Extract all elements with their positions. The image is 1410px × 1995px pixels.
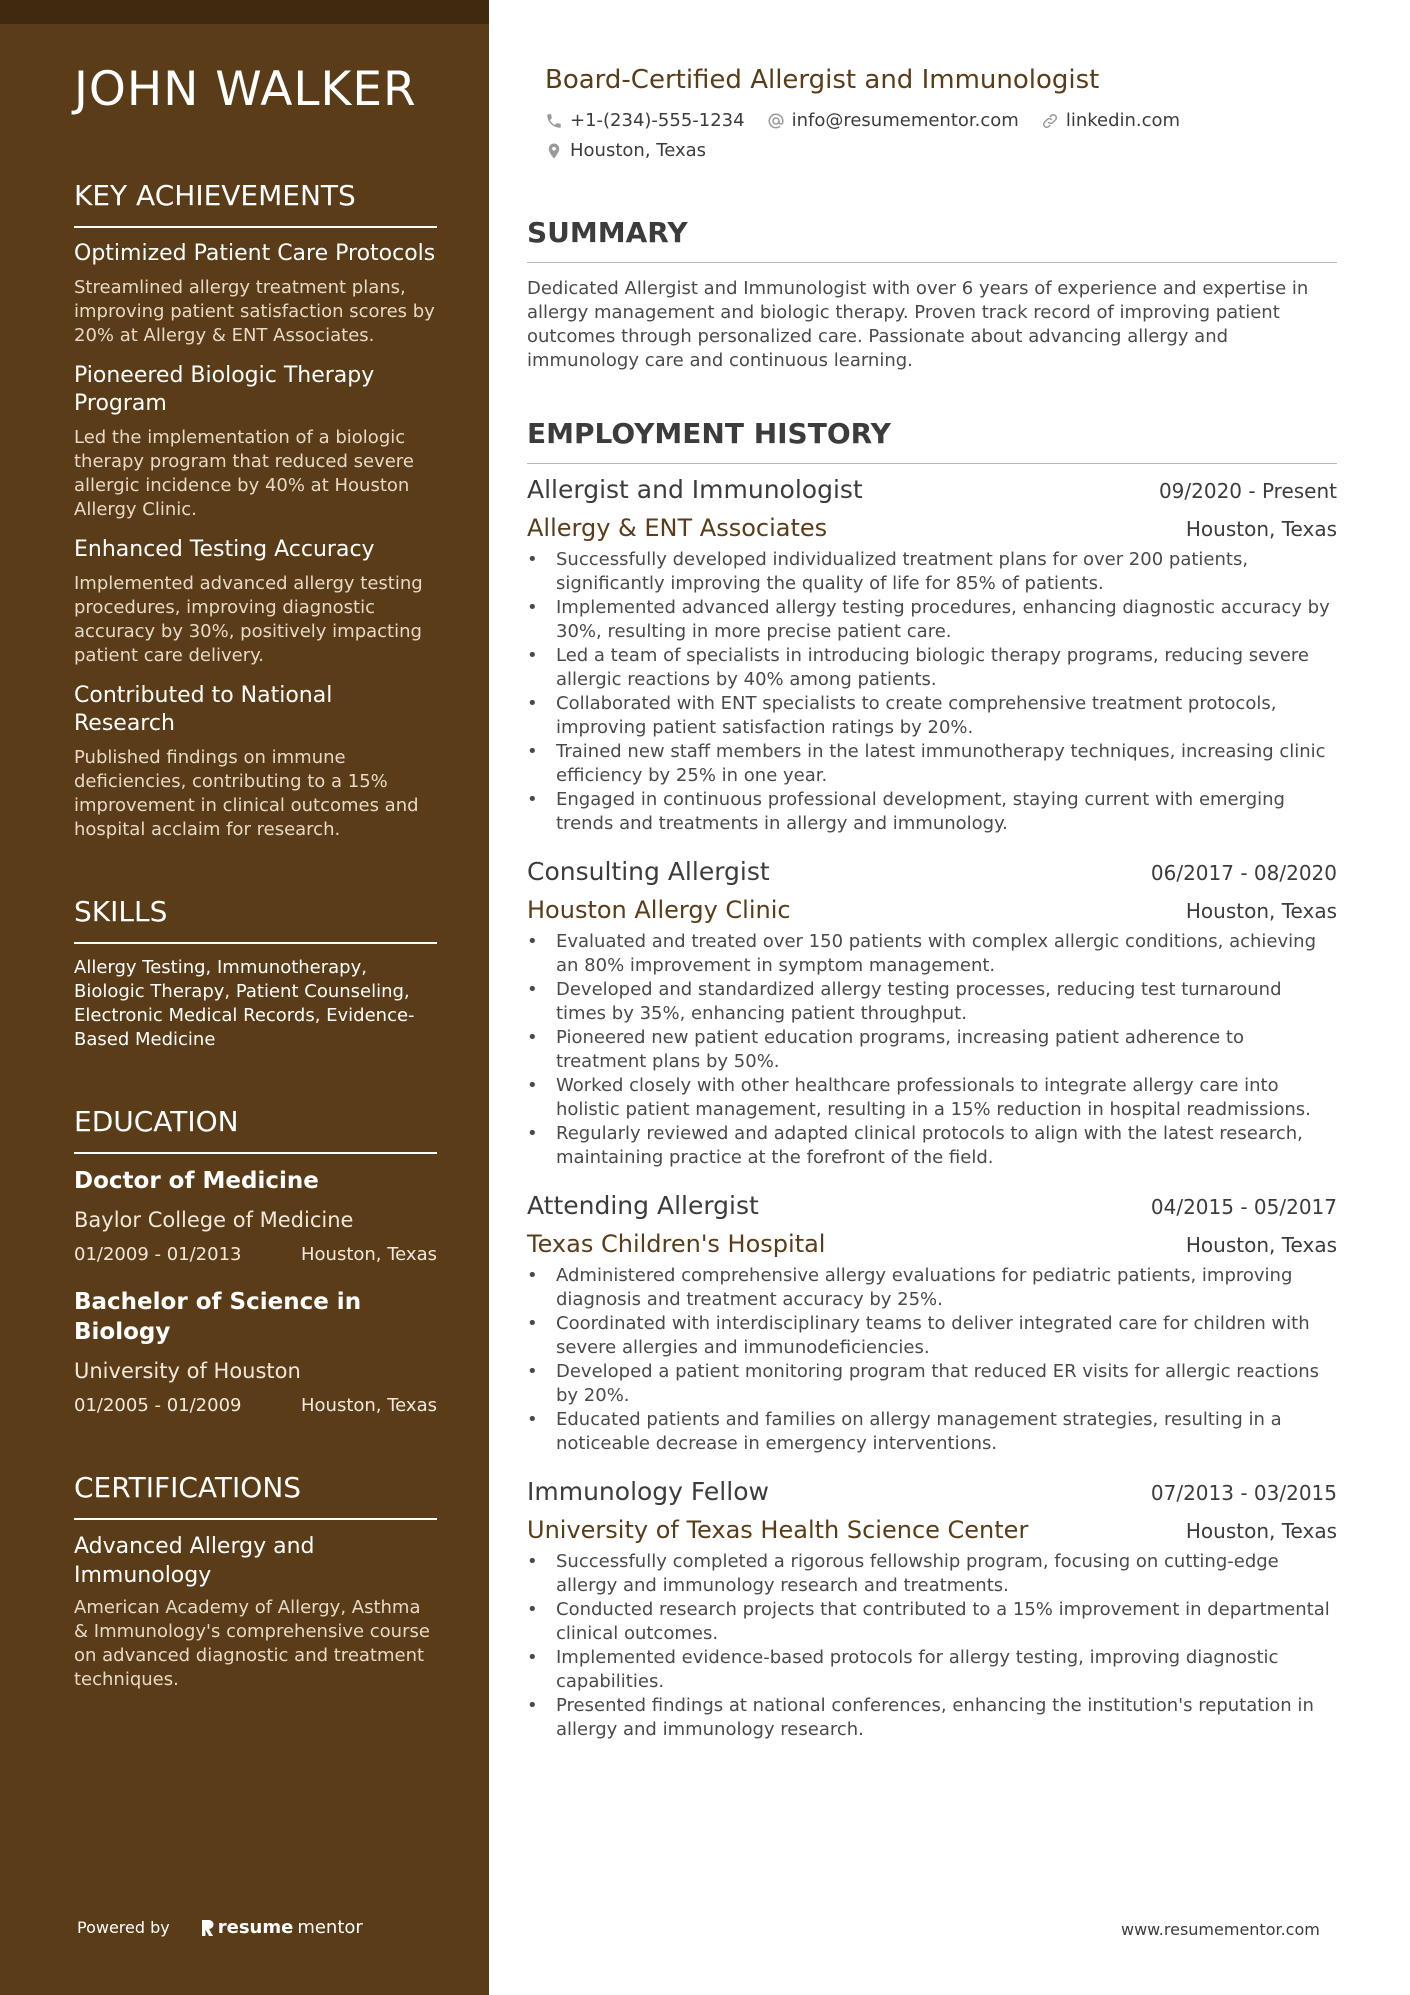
skills-section xyxy=(74,894,437,1052)
employment-history-heading: EMPLOYMENT HISTORY xyxy=(527,417,1337,464)
job-bullet: • Administered comprehensive allergy evaluations for pediatric patients, improving diagnosis and treatment accuracy by 25%. xyxy=(527,1264,1337,1312)
contact-email[interactable] xyxy=(767,108,1019,134)
job-header xyxy=(527,1190,1337,1223)
job-bullet: • Regularly reviewed and adapted clinical protocols to align with the latest research, maintaining practice at the forefront of the field. xyxy=(527,1122,1337,1170)
job-bullets xyxy=(527,930,1337,1170)
job-bullet: • Presented findings at national conferences, enhancing the institution's reputation in allergy and immunology research. xyxy=(527,1694,1337,1742)
resume-header xyxy=(527,62,1337,164)
job-dates: 09/2020 - Present xyxy=(1158,479,1337,503)
skills-heading: SKILLS xyxy=(74,894,437,944)
job-role: Allergist and Immunologist xyxy=(527,475,863,504)
job-dates: 06/2017 - 08/2020 xyxy=(1150,861,1337,885)
job-bullet: • Successfully completed a rigorous fellowship program, focusing on cutting-edge allergy and immunology research and treatments. xyxy=(527,1550,1337,1598)
resumementor-logo-icon xyxy=(200,1918,214,1938)
job-company: University of Texas Health Science Center xyxy=(527,1516,1029,1544)
job-entry xyxy=(527,1476,1337,1742)
job-location: Houston, Texas xyxy=(1185,1519,1337,1543)
certifications-heading: CERTIFICATIONS xyxy=(74,1470,437,1520)
job-bullet: • Collaborated with ENT specialists to create comprehensive treatment protocols, improving patient satisfaction ratings by 20%. xyxy=(527,692,1337,740)
skills-list: Allergy Testing, Immunotherapy, Biologic Therapy, Patient Counseling, Electronic Medical Records, Evidence-Based Medicine xyxy=(74,957,415,1050)
key-achievements-heading: KEY ACHIEVEMENTS xyxy=(74,178,437,228)
job-bullet: • Successfully developed individualized treatment plans for over 200 patients, significantly improving the quality of life for 85% of patients. xyxy=(527,548,1337,596)
education-item xyxy=(74,1287,437,1418)
education-dates: 01/2009 - 01/2013 xyxy=(74,1244,242,1265)
job-entry xyxy=(527,1190,1337,1456)
footer-website-link[interactable]: www.resumementor.com xyxy=(1121,1920,1320,1939)
job-entry xyxy=(527,856,1337,1170)
job-role: Attending Allergist xyxy=(527,1191,759,1220)
at-sign-icon xyxy=(767,112,785,130)
job-bullet: • Implemented advanced allergy testing procedures, enhancing diagnostic accuracy by 30%, resulting in more precise patient care. xyxy=(527,596,1337,644)
job-entry xyxy=(527,474,1337,836)
summary-section xyxy=(527,216,1337,373)
achievement-item xyxy=(74,240,437,348)
key-achievements-section xyxy=(74,178,437,842)
education-degree: Bachelor of Science in Biology xyxy=(74,1289,362,1345)
achievement-description: Implemented advanced allergy testing procedures, improving diagnostic accuracy by 30%, positively impacting patient care delivery. xyxy=(74,573,423,666)
job-bullets xyxy=(527,548,1337,836)
brand-name-bold: resume xyxy=(217,1917,294,1938)
job-role: Consulting Allergist xyxy=(527,857,770,886)
summary-text: Dedicated Allergist and Immunologist with over 6 years of experience and expertise in allergy management and biologic therapy. Proven track record of improving patient outcomes through personalized care. Passionate about advancing allergy and immunology care and continuous learning. xyxy=(527,278,1309,371)
job-bullet: • Conducted research projects that contributed to a 15% improvement in departmental clinical outcomes. xyxy=(527,1598,1337,1646)
education-location: Houston, Texas xyxy=(300,1395,437,1416)
job-bullets xyxy=(527,1264,1337,1456)
job-dates: 07/2013 - 03/2015 xyxy=(1150,1481,1337,1505)
job-bullet: • Developed a patient monitoring program that reduced ER visits for allergic reactions by 20%. xyxy=(527,1360,1337,1408)
education-school: Baylor College of Medicine xyxy=(74,1208,354,1232)
job-subheader xyxy=(527,513,1337,544)
achievement-description: Streamlined allergy treatment plans, improving patient satisfaction scores by 20% at Allergy & ENT Associates. xyxy=(74,277,435,346)
linkedin-text: linkedin.com xyxy=(1065,110,1181,131)
summary-heading: SUMMARY xyxy=(527,216,1337,263)
phone-text: +1-(234)-555-1234 xyxy=(570,110,745,131)
job-bullets xyxy=(527,1550,1337,1742)
job-bullet: • Developed and standardized allergy testing processes, reducing test turnaround times by 35%, enhancing patient throughput. xyxy=(527,978,1337,1026)
main-content xyxy=(527,62,1337,1742)
achievement-title: Pioneered Biologic Therapy Program xyxy=(74,363,375,416)
email-text: info@resumementor.com xyxy=(791,110,1019,131)
job-subheader xyxy=(527,895,1337,926)
brand-logo-link[interactable] xyxy=(200,1917,363,1938)
job-dates: 04/2015 - 05/2017 xyxy=(1150,1195,1337,1219)
job-location: Houston, Texas xyxy=(1185,517,1337,541)
job-bullet: • Educated patients and families on allergy management strategies, resulting in a noticeable decrease in emergency interventions. xyxy=(527,1408,1337,1456)
contact-phone[interactable] xyxy=(545,108,745,134)
candidate-name: JOHN WALKER xyxy=(74,62,417,117)
job-bullet: • Evaluated and treated over 150 patients with complex allergic conditions, achieving an 80% improvement in symptom management. xyxy=(527,930,1337,978)
job-bullet: • Pioneered new patient education programs, increasing patient adherence to treatment plans by 50%. xyxy=(527,1026,1337,1074)
job-location: Houston, Texas xyxy=(1185,1233,1337,1257)
brand-name-light: mentor xyxy=(297,1917,363,1938)
education-meta xyxy=(74,1243,437,1267)
job-bullet: • Implemented evidence-based protocols for allergy testing, improving diagnostic capabilities. xyxy=(527,1646,1337,1694)
education-school: University of Houston xyxy=(74,1359,301,1383)
location-pin-icon xyxy=(545,142,563,160)
achievement-description: Published findings on immune deficiencies, contributing to a 15% improvement in clinical outcomes and hospital acclaim for research. xyxy=(74,747,419,840)
achievement-item xyxy=(74,536,437,668)
job-bullet: • Engaged in continuous professional development, staying current with emerging trends and treatments in allergy and immunology. xyxy=(527,788,1337,836)
achievement-description: Led the implementation of a biologic therapy program that reduced severe allergic incidence by 40% at Houston Allergy Clinic. xyxy=(74,427,414,520)
job-bullet: • Coordinated with interdisciplinary teams to deliver integrated care for children with severe allergies and immunodeficiencies. xyxy=(527,1312,1337,1360)
phone-icon xyxy=(545,112,563,130)
education-meta xyxy=(74,1394,437,1418)
job-role: Immunology Fellow xyxy=(527,1477,769,1506)
achievement-title: Optimized Patient Care Protocols xyxy=(74,241,436,266)
job-bullet: • Worked closely with other healthcare professionals to integrate allergy care into holistic patient management, resulting in a 15% reduction in hospital readmissions. xyxy=(527,1074,1337,1122)
job-header xyxy=(527,856,1337,889)
link-icon xyxy=(1041,112,1059,130)
sidebar-top-bar xyxy=(0,0,489,24)
professional-headline: Board-Certified Allergist and Immunologist xyxy=(545,65,1100,95)
powered-by xyxy=(77,1917,363,1938)
job-subheader xyxy=(527,1515,1337,1546)
contact-location xyxy=(545,138,706,164)
achievement-item xyxy=(74,362,437,522)
job-bullet: • Trained new staff members in the latest immunotherapy techniques, increasing clinic efficiency by 25% in one year. xyxy=(527,740,1337,788)
job-subheader xyxy=(527,1229,1337,1260)
job-location: Houston, Texas xyxy=(1185,899,1337,923)
education-item xyxy=(74,1166,437,1267)
education-degree: Doctor of Medicine xyxy=(74,1168,319,1194)
contact-info xyxy=(545,108,1245,164)
sidebar-content xyxy=(74,62,437,1692)
job-header xyxy=(527,1476,1337,1509)
job-bullet: • Led a team of specialists in introducing biologic therapy programs, reducing severe allergic reactions by 40% among patients. xyxy=(527,644,1337,692)
location-text: Houston, Texas xyxy=(570,140,707,161)
achievement-title: Enhanced Testing Accuracy xyxy=(74,537,375,562)
certifications-section xyxy=(74,1470,437,1692)
certification-title: Advanced Allergy and Immunology xyxy=(74,1534,315,1588)
job-company: Texas Children's Hospital xyxy=(527,1230,826,1258)
education-location: Houston, Texas xyxy=(300,1244,437,1265)
achievement-item xyxy=(74,682,437,842)
job-company: Houston Allergy Clinic xyxy=(527,896,791,924)
certification-description: American Academy of Allergy, Asthma & Immunology's comprehensive course on advanced diagnostic and treatment techniques. xyxy=(74,1597,430,1690)
education-dates: 01/2005 - 01/2009 xyxy=(74,1395,242,1416)
contact-linkedin[interactable] xyxy=(1041,108,1180,134)
achievement-title: Contributed to National Research xyxy=(74,683,333,736)
powered-by-label: Powered by xyxy=(77,1918,170,1937)
employment-history-section xyxy=(527,417,1337,1742)
education-section xyxy=(74,1104,437,1418)
job-company: Allergy & ENT Associates xyxy=(527,514,828,542)
job-header xyxy=(527,474,1337,507)
education-heading: EDUCATION xyxy=(74,1104,437,1154)
sidebar xyxy=(0,0,489,1995)
